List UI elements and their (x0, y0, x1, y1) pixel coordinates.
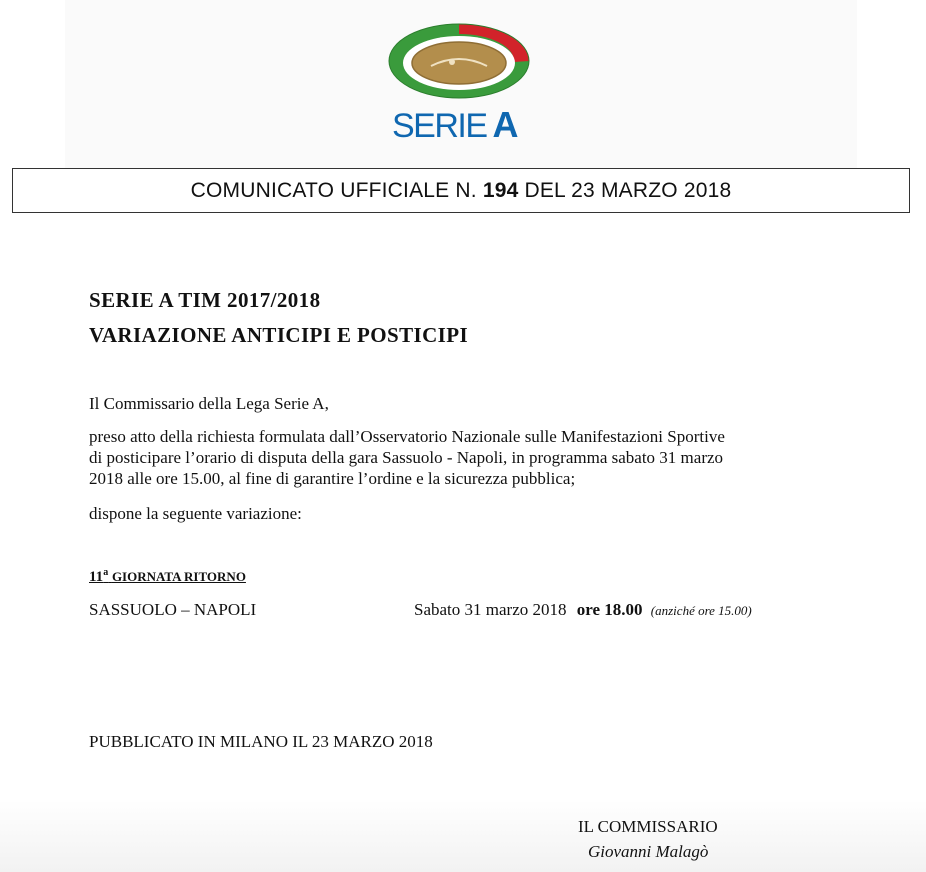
notice-number: 194 (482, 178, 519, 202)
official-notice-title (12, 168, 910, 213)
section-title: VARIAZIONE ANTICIPI E POSTICIPI (89, 323, 469, 347)
match-new-time: ore 18.00 (576, 600, 643, 619)
published-line: PUBBLICATO IN MILANO IL 23 MARZO 2018 (89, 732, 433, 751)
season-title: SERIE A TIM 2017/2018 (89, 288, 321, 312)
notice-prefix: COMUNICATO UFFICIALE N. (190, 178, 477, 202)
paragraph-line-1: preso atto della richiesta formulata dall’Osservatorio Nazionale sulle Manifestazioni Sportive (89, 427, 725, 446)
serie-a-logo-icon (386, 22, 536, 104)
match-teams: SASSUOLO – NAPOLI (89, 600, 257, 619)
round-heading (89, 567, 246, 586)
serie-a-wordmark (392, 104, 532, 146)
round-label: GIORNATA RITORNO (111, 569, 246, 584)
paragraph-line-2: di posticipare l’orario di disputa della gara Sassuolo - Napoli, in programma sabato 31 marzo (89, 448, 724, 467)
signer-name: Giovanni Malagò (588, 842, 709, 861)
round-ordinal: a (103, 567, 109, 578)
dispone-text: dispone la seguente variazione: (89, 504, 302, 523)
brand-letter: A (492, 104, 518, 145)
paragraph-line-3: 2018 alle ore 15.00, al fine di garantire l’ordine e la sicurezza pubblica; (89, 469, 576, 488)
match-old-time: (anziché ore 15.00) (650, 603, 752, 618)
page-bottom-shade (0, 800, 926, 872)
match-schedule (414, 600, 752, 620)
signer-title: IL COMMISSARIO (578, 817, 718, 836)
brand-prefix: SERIE (392, 107, 487, 145)
round-number: 11 (89, 569, 104, 585)
match-date: Sabato 31 marzo 2018 (414, 600, 567, 619)
greeting-text: Il Commissario della Lega Serie A, (89, 394, 329, 413)
notice-suffix: DEL 23 MARZO 2018 (524, 178, 732, 202)
